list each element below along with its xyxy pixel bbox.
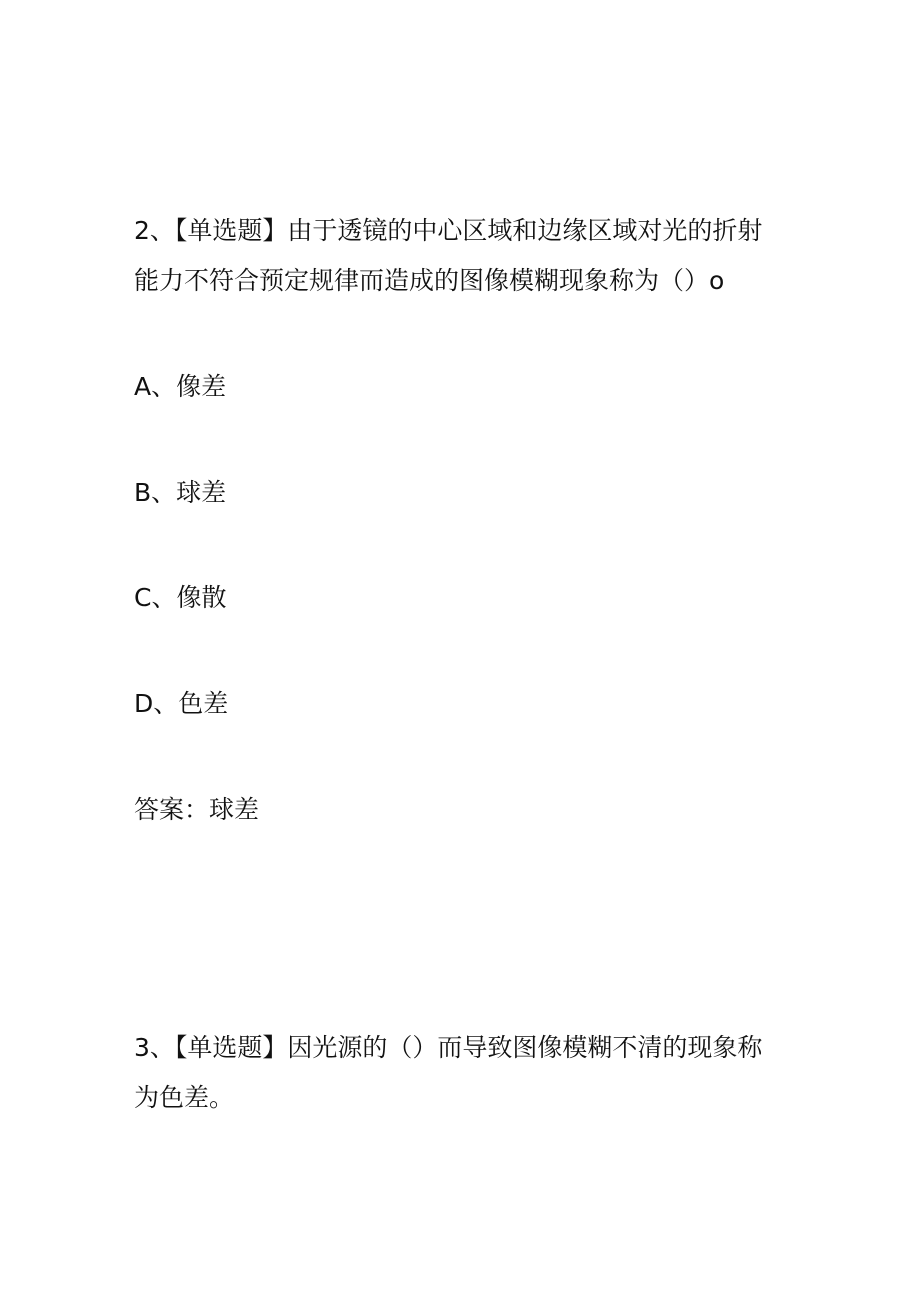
question-3-text-line-1: 3、【单选题】因光源的（）而导致图像模糊不清的现象称 xyxy=(134,1033,763,1062)
question-2-option-c: C、像散 xyxy=(134,583,227,612)
question-3-text-line-2: 为色差。 xyxy=(134,1083,235,1112)
question-2-option-d: D、色差 xyxy=(134,689,229,718)
question-2-option-b: B、球差 xyxy=(134,478,227,507)
question-2-text-line-1: 2、【单选题】由于透镜的中心区域和边缘区域对光的折射 xyxy=(134,216,763,245)
question-2-text-line-2: 能力不符合预定规律而造成的图像模糊现象称为（）o xyxy=(134,266,725,295)
question-2-option-a: A、像差 xyxy=(134,372,227,401)
question-2-answer: 答案：球差 xyxy=(134,795,260,824)
